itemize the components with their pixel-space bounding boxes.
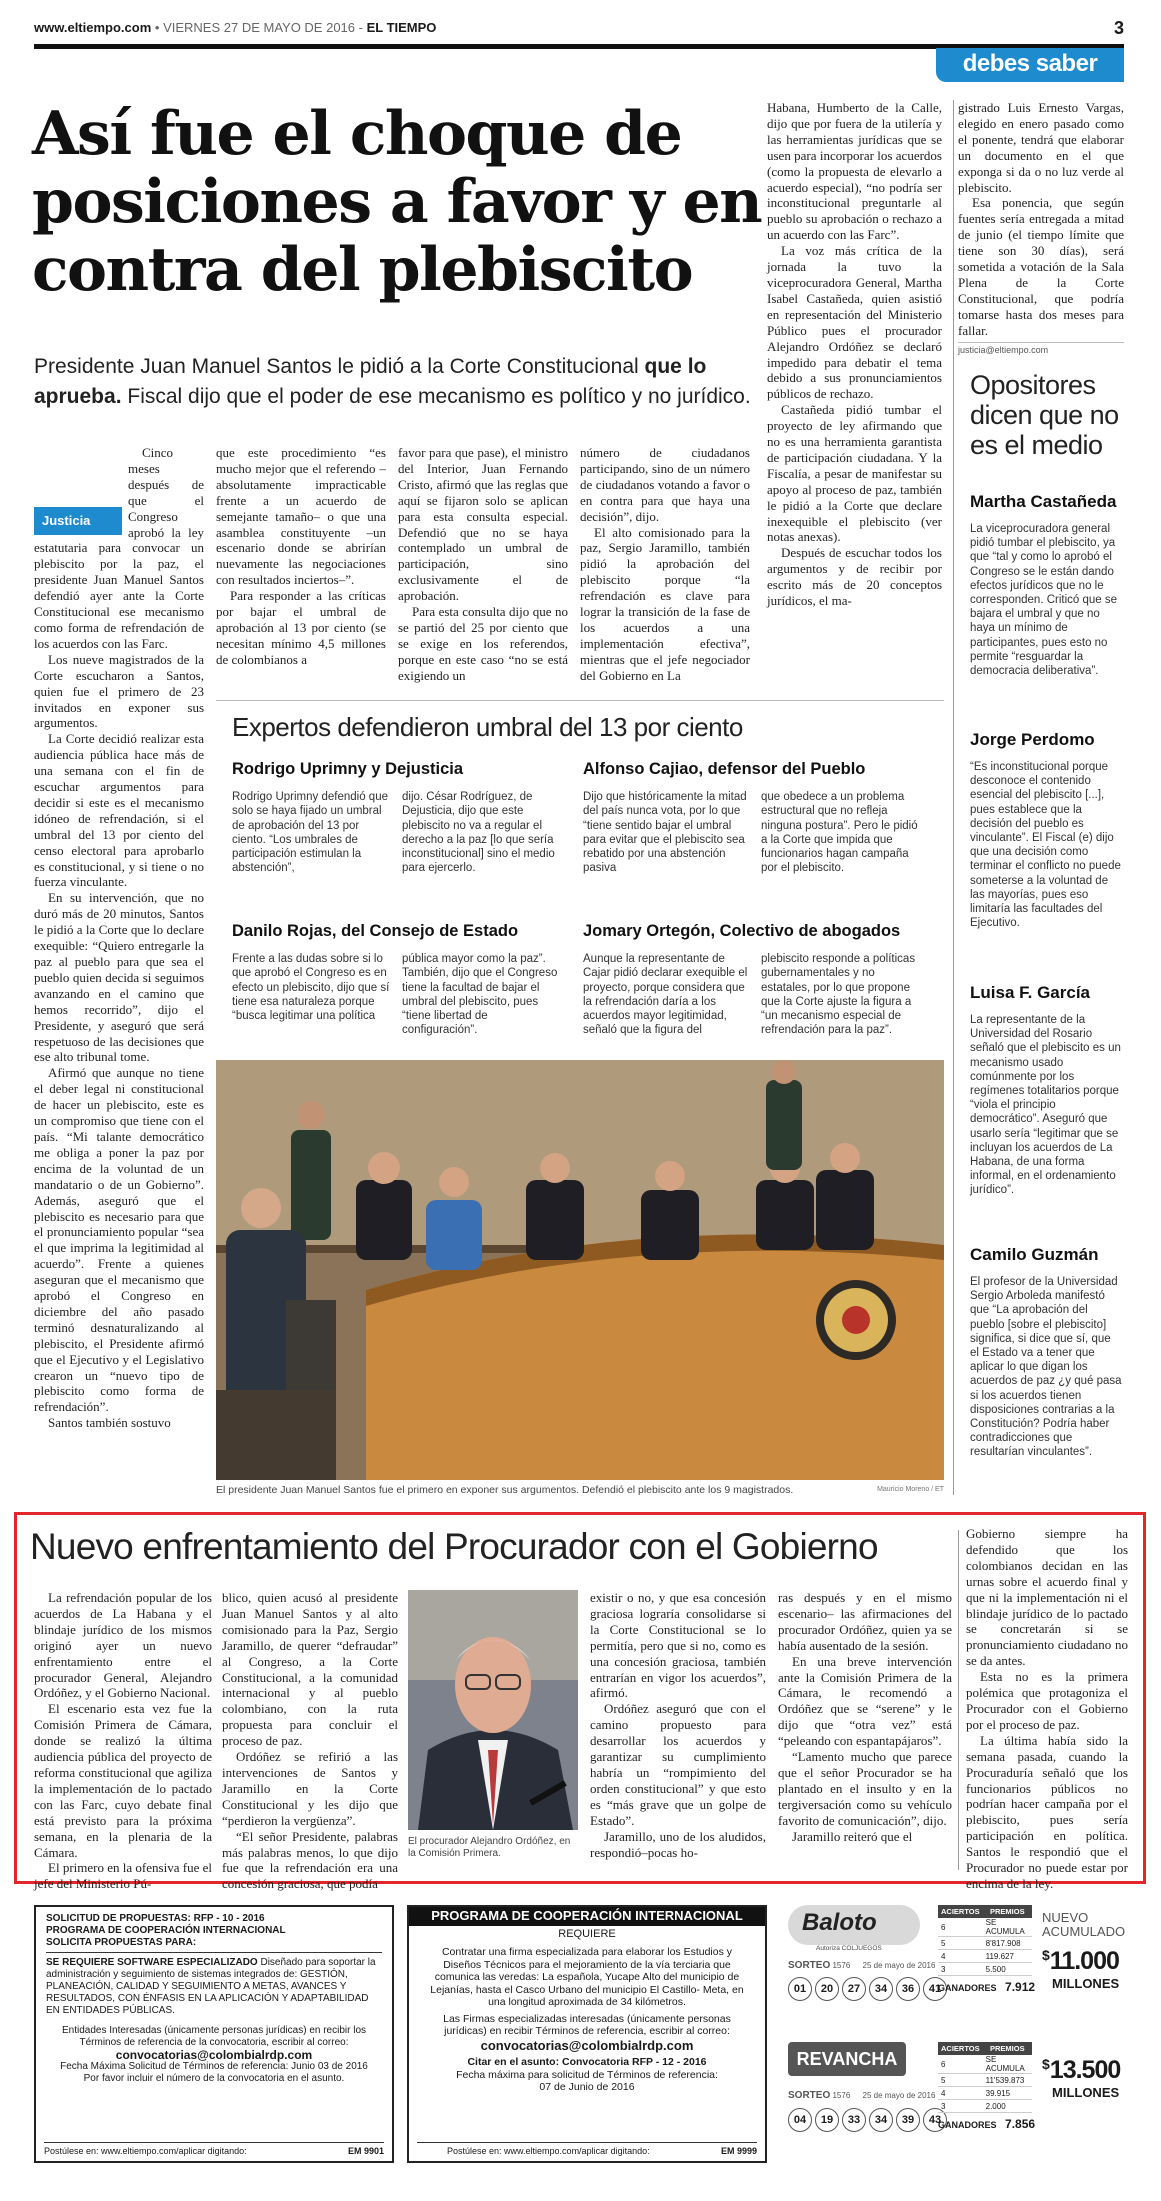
paragraph: En su intervención, que no duró más de 20 minutos, Santos le pidió a la Corte que lo declare exequible: “Quiero entregarle la paz al pueblo para que sea el pueblo quien decida si seguimos avanzando en el camino que hemos recorrido”, dijo el Presidente, y aseguró que será respetuoso de las decisiones que ese alto tribunal tome. [34,890,204,1065]
paragraph: Castañeda pidió tumbar el proyecto de ley afirmando que no es una herramienta garantista de participación ciudadana. Y la Fiscalía, a pesar de manifestar su apoyo al proceso de paz, también le pidió a la Corte que declare inexequible el plebiscito (ver notas anexas). [767,402,942,545]
ad-note: Por favor incluir el número de la convocatoria en el asunto. [83,2073,345,2084]
paragraph: Para responder a las críticas por bajar el umbral de aprobación al 13 por ciento (se necesitan mínimo 4,5 millones de colombianos a [216,588,386,667]
expert-text: plebiscito responde a políticas gubernamentales y no estatales, por lo que propone que la Corte ajuste la figura a “un mecanismo especial de refrendación para la paz”. [761,953,916,1037]
table-header: PREMIOS [983,2042,1032,2055]
acumulado-value: 11.000 [1049,1947,1119,1975]
table-cell: 5.500 [983,1963,1032,1976]
acumulado-value: 13.500 [1049,2056,1121,2084]
expert-text: que obedece a un problema estructural que no refleja ninguna postura”. Pero le pidió a la Corte que impida que funcionarios hagan campaña por el plebiscito. [761,791,918,875]
table-cell: 3 [938,1963,983,1976]
second-column-1 [34,1590,212,1892]
lottery-ball: 39 [896,2108,920,2132]
table-cell: 3 [938,2100,983,2113]
justicia-tag-label: Justicia [42,513,91,528]
second-column-4 [778,1590,952,1865]
table-row [938,2087,1032,2100]
main-photo-caption [216,1484,944,1496]
sidebar-item [970,492,1122,682]
sorteo-label: SORTEO [788,2090,831,2101]
paragraph: La refrendación popular de los acuerdos de La Habana y el blindaje jurídico de los mismos originó ayer un nuevo enfrentamiento entre el procurador General, Alejandro Ordóñez, y el Gobierno Nacional. [34,1590,212,1701]
expert-text: Frente a las dudas sobre si lo que aprobó el Congreso es en efecto un plebiscito, dijo que sí tiene esa naturaleza porque “busca legitimar una política [232,953,390,1023]
sidebar-name: Martha Castañeda [970,492,1117,511]
ad-title: PROGRAMA DE COOPERACIÓN INTERNACIONAL [409,1907,765,1926]
article-column-2 [216,445,386,690]
ad-require: REQUIERE [558,1927,616,1940]
sidebar-name: Luisa F. García [970,983,1090,1002]
paragraph: La Corte decidió realizar esta audiencia pública hace más de una semana con el fin de escuchar argumentos para decidir si este es el mecanismo idóneo de refrendación, si el umbral del 13 por ciento del censo electoral para aprobarlo es constitucional, y si tiene o no fuerza vinculante. [34,731,204,890]
table-row [938,2074,1032,2087]
prize-table [938,1905,1032,1976]
ad-email[interactable]: convocatorias@colombialrdp.com [480,2037,694,2053]
procurador-photo [408,1590,578,1830]
expert-text: pública mayor como la paz”. También, dijo que el Congreso tiene la facultad de bajar el umbral del plebiscito, pues “tiene libertad de configuración”. [402,953,558,1037]
sidebar-text: La viceprocuradora general pidió tumbar el plebiscito, ya que “tal y como lo aprobó el Congreso se le están dando efectos jurídicos que no le corresponden. Criticó que se bajara el umbral y que no haya un mínimo de participantes, pues esto no permite “resguardar la democracia deliberativa”. [970,523,1118,678]
ad-title: SOLICITA PROPUESTAS PARA: [46,1937,382,1953]
article-column-3 [398,445,568,690]
paragraph: La voz más crítica de la jornada la tuvo la viceprocuradora General, Martha Isabel Castañeda, quien asistió en representación del Ministerio Público pues el procurador Alejandro Ordóñez se declaró impedido para debatir el tema debido a sus pronunciamientos públicos de rechazo. [767,243,942,402]
ad-title: SOLICITUD DE PROPUESTAS: RFP - 10 - 2016 [46,1913,265,1924]
lottery-ball: 34 [869,2108,893,2132]
expert-text: dijo. César Rodríguez, de Dejusticia, dijo que este plebiscito no va a regular el derecho a la paz [lo que sería inconstitucional] sino el medio para ejercerlo. [402,791,555,875]
sorteo-number: 1576 [832,2091,851,2100]
expert-name: Rodrigo Uprimny y Dejusticia [232,760,464,778]
experts-box-rule [216,700,944,701]
table-cell: 6 [938,2055,983,2074]
paragraph: Después de escuchar todos los argumentos y de recibir por escrito más de 20 conceptos jurídicos, el ma- [767,545,942,609]
ad-body: Contratar una firma especializada para elaborar los Estudios y Diseños Técnicos para el mejoramiento de la vía terciaria que comunica las veredas: La española, Yucape Alto del municipio de Lejanías, hasta el Casco Urbano del municipio El Castillo- Meta, en una longitud aproximada de 34 kilómetros. [430,1946,744,2008]
justicia-tag [34,507,122,535]
table-cell: 5 [938,1937,983,1950]
paragraph: que este procedimiento “es mucho mejor que el referendo –absolutamente impracticable frente a un acuerdo de semejante tamaño– o que una asamblea constituyente –un escenario donde se abrirían nuevamente las negociaciones con resultados inciertos–”. [216,445,386,588]
second-column-3 [590,1590,766,1865]
ad-cite: Citar en el asunto: Convocatoria RFP - 12 - 2016 [467,2056,707,2068]
table-cell: 8'817.908 [983,1937,1032,1950]
section-tab-label: debes saber [962,50,1098,77]
main-deck [34,352,774,412]
paragraph: Cinco meses después de que el Congreso aprobó la ley estatutaria para convocar un plebiscito por la paz, el presidente Juan Manuel Santos defendió ayer ante la Corte Constitucional ese mecanismo como forma de refrendación de los acuerdos con las Farc. [34,445,204,651]
lottery-ball: 27 [842,1977,866,2001]
sidebar-text: “Es inconstitucional porque desconoce el contenido esencial del plebiscito [...], pues establece que la decisión del pueblo es vinculante”. El Fiscal (e) dijo que una decisión como terminar el conflicto no puede someterse a la voluntad de las mayorías, pues eso limitaría las facultades del Ejecutivo. [970,761,1121,930]
sorteo-date: 25 de mayo de 2016 [862,2091,936,2100]
paragraph: La última había sido la semana pasada, cuando la Procuraduría señaló que los funcionarios públicos no podrían hacer campaña por el plebiscito, pues sería participación en política. Santos le respondió que el Procurador no puede estar por encima de la ley. [966,1732,1128,1891]
expert-item [232,922,562,1042]
table-row [938,1950,1032,1963]
paragraph: El escenario esta vez fue la Comisión Primera de Cámara, donde se realizó la última audiencia pública del proyecto de reforma constitucional que agiliza la implementación de lo pactado con las Farc, cuyo debate final está previsto para la próxima semana, en la plenaria de la Cámara. [34,1701,212,1860]
header-brand: EL TIEMPO [366,20,437,35]
paragraph: Afirmó que aunque no tiene el deber legal ni constitucional de hacer un plebiscito, este es un compromiso que tiene con el país. “Mi talante democrático me obliga a poner la paz por encima de la voluntad de un mandatario o de un Gobierno”. Además, aseguró que el plebiscito es necesario para que el pronunciamiento popular “sea el que imprima la legitimidad al acuerdo”. Frente a quienes aseguran que el mecanismo que aprobó el Congreso en diciembre del año pasado terminó desnaturalizando al plebiscito, el Presidente afirmó que el Ejecutivo y el Legislativo crearon un “nuevo tipo de plebiscito como forma de refrendación”. [34,1065,204,1415]
paragraph: Santos también sostuvo [48,1415,171,1431]
expert-item [583,760,928,880]
ad-footer [44,2142,384,2157]
baloto-acumulado-label: NUEVO ACUMULADO [1042,1910,1126,1939]
sidebar-item [970,730,1122,950]
revancha-sorteo [788,2090,935,2101]
sidebar-name: Jorge Perdomo [970,730,1095,749]
expert-text: Aunque la representante de Cajar pidió declarar exequible el proyecto, porque considera que la refrendación daría a los acuerdos mayor legitimidad, señaló que la figura del [583,953,748,1037]
sidebar-text: La representante de la Universidad del Rosario señaló que el plebiscito es un mecanismo usado comúnmente por los regímenes totalitarios porque “viola el principio democrático”. Aseguró que usarlo sería “legitimar que se incluyan los acuerdos de La Habana, de una forma informal, en el ordenamiento jurídico”. [970,1014,1121,1197]
second-column-2 [222,1590,398,1892]
revancha-logo [788,2042,906,2076]
paragraph: En una breve intervención ante la Comisión Primera de la Cámara, le recomendó a Ordóñez que se “serene” y le dijo que “otra vez” está “peleando con espantapájaros”. [778,1653,952,1749]
main-headline: Así fue el choque de posiciones a favor y en contra del plebiscito [32,99,762,305]
paragraph: existir o no, y que esa concesión graciosa lograría consolidarse si la Corte Constitucional se lo permitía, pero que si no, como es una concesión graciosa, también entrarían en vigor los acuerdos”, afirmó. [590,1590,766,1701]
table-row [938,1918,1032,1937]
header-url[interactable]: www.eltiempo.com [34,20,152,35]
sidebar-title: Opositores dicen que no es el medio [970,370,1119,460]
table-cell: 119.627 [983,1950,1032,1963]
photo-credit: Mauricio Moreno / ET [877,1486,944,1493]
ad-footer-text: Postúlese en: www.eltiempo.com/aplicar digitando: [447,2145,650,2156]
paragraph: Ordóñez se refirió a las intervenciones de Santos y Jaramillo en la Corte Constitucional y les dijo que “perdieron la vergüenza”. [222,1749,398,1828]
winners [938,1980,1036,1994]
table-header: ACIERTOS [938,2042,983,2055]
header-date: VIERNES 27 DE MAYO DE 2016 [163,20,356,35]
sidebar-text: El profesor de la Universidad Sergio Arboleda manifestó que “La aprobación del pueblo [sobre el plebiscito] significa, si dice que sí, que el Estado va a tener que aplicar lo que digan los acuerdos de paz ¿y qué pasa si los acuerdos tienen disposiciones contrarias a la Constitución? Podría haber contradicciones que resultarían vinculantes”. [970,1276,1122,1459]
baloto-logo [788,1905,920,1945]
ad-body [46,1957,382,2017]
paragraph: El primero en la ofensiva fue el jefe del Ministerio Pú- [34,1860,212,1892]
baloto-sub: Autoriza COLJUEGOS [816,1945,882,1952]
ad-rfp-10 [34,1905,394,2163]
second-headline: Nuevo enfrentamiento del Procurador con el Gobierno [30,1526,878,1567]
ad-body-bold: SE REQUIERE SOFTWARE ESPECIALIZADO [46,1957,258,1968]
revancha-table [938,2042,1036,2131]
currency: $ [1042,2056,1050,2072]
photo-caption-text: El presidente Juan Manuel Santos fue el primero en exponer sus argumentos. Defendió el plebiscito ante los 9 magistrados. [216,1484,794,1496]
lottery-ball: 33 [842,2108,866,2132]
courtroom-illustration [216,1060,944,1480]
revancha-brand: REVANCHA [796,2049,898,2069]
paragraph: número de ciudadanos participando, sino de un número de ciudadanos votando a favor o en contra para que haya una decisión”, dijo. [580,445,750,524]
revancha-balls [788,2108,950,2132]
sidebar-item [970,1245,1122,1510]
lottery-ball: 20 [815,1977,839,2001]
sorteo-number: 1576 [832,1961,851,1970]
article-column-1 [34,445,204,1480]
winners-count: 7.856 [1005,2117,1036,2131]
paragraph: Jaramillo, uno de los aludidos, respondió–pocas ho- [590,1828,766,1860]
table-cell: 6 [938,1918,983,1937]
ad-footer [417,2142,757,2158]
paragraph: Gobierno siempre ha defendido que los colombianos decidan en las urnas sobre el acuerdo final y que ni la implementación ni el blindaje jurídico de lo pactado se concretarán si se pronunciamiento ciudadano no se da antes. [966,1526,1128,1669]
lottery-ball: 41 [923,1977,947,2001]
table-row [938,2100,1032,2113]
procurador-portrait [408,1590,578,1830]
ad-date: Fecha máxima para solicitud de Términos de referencia: 07 de Junio de 2016 [456,2068,718,2093]
paragraph: Jaramillo reiteró que el [792,1828,913,1844]
paragraph: Esa ponencia, que según fuentes sería entregada a mitad de junio (el tiempo límite que tiene son 30 días), será sometida a votación de la Sala Plena de la Corte Constitucional, que podría tomarse hasta dos meses para fallar. [958,195,1124,338]
second-column-5 [966,1526,1128,1891]
lottery-ball: 04 [788,2108,812,2132]
paragraph: favor para que pase), el ministro del Interior, Juan Fernando Cristo, afirmó que las reglas que aquí se fijaron solo se aplican para esta consulta especial. Defendió que no se haya contemplado un umbral de participación, sino exclusivamente el de aprobación. [398,445,568,604]
paragraph: ras después y en el mismo escenario– las afirmaciones del procurador Ordóñez, quien ya se había ausentado de la sesión. [778,1590,952,1653]
table-header: PREMIOS [983,1905,1032,1918]
winners-label: GANADORES [938,1983,997,1993]
winners-count: 7.912 [1005,1980,1036,1994]
baloto-table [938,1905,1036,1994]
table-row [938,2055,1032,2074]
ad-code: EM 9999 [720,2145,757,2156]
header-separator: - [358,20,367,35]
sorteo-date: 25 de mayo de 2016 [862,1961,936,1970]
sidebar-item [970,983,1122,1203]
lottery-ball: 01 [788,1977,812,2001]
ad-footer-text: Postúlese en: www.eltiempo.com/aplicar digitando: [44,2146,247,2156]
main-photo [216,1060,944,1480]
winners-label: GANADORES [938,2120,997,2130]
paragraph: Para esta consulta dijo que no se partió del 25 por ciento que se exige en los referendos, porque en este caso “no se está exigiendo un [398,604,568,683]
ad-body: Entidades Interesadas (únicamente personas jurídicas) en recibir los Términos de referencia de la convocatoria, escribir al correo: [61,2025,367,2048]
lottery-ball: 34 [869,1977,893,2001]
expert-text: Dijo que históricamente la mitad del país nunca vota, por lo que “tiene sentido bajar el umbral para evitar que el plebiscito sea rebatido por una abstención pasiva [583,791,747,875]
table-cell: 11'539.873 [983,2074,1032,2087]
table-cell: 39.915 [983,2087,1032,2100]
lottery-ball: 19 [815,2108,839,2132]
paragraph: “Lamento mucho que parece que el señor Procurador se ha plantado en el insulto y en la tergiversación como su vehículo favorito de comunicación”, dijo. [778,1749,952,1828]
expert-name: Jomary Ortegón, Colectivo de abogados [583,922,901,940]
paragraph: “El señor Presidente, palabras más palabras menos, lo que dijo fue que la refrendación era una concesión graciosa, que podía [222,1828,398,1892]
acumulado-unit: MILLONES [1052,1976,1120,1991]
author-email[interactable]: justicia@eltiempo.com [958,342,1124,355]
expert-text: Rodrigo Uprimny defendió que solo se haya fijado un umbral de aprobación del 13 por ciento. “Los umbrales de participación estimulan la abstención”, [232,791,388,875]
table-row [938,1963,1032,1976]
column-divider [958,1530,959,1870]
table-row [938,1937,1032,1950]
paragraph: El alto comisionado para la paz, Sergio Jaramillo, también pidió la aprobación del plebiscito porque “la refrendación es clave para lograr la transición de la fase de los acuerdos a una implementación efectiva”, mientras que el jefe negociador del Gobierno en La [580,524,750,683]
ad-rfp-12 [407,1905,767,2163]
sidebar-divider [953,360,954,1495]
ad-title: PROGRAMA DE COOPERACIÓN INTERNACIONAL [46,1925,286,1936]
header-separator: • [154,20,164,35]
expert-item [232,760,562,880]
lottery-ball: 36 [896,1977,920,2001]
procurador-photo-caption: El procurador Alejandro Ordóñez, en la Comisión Primera. [408,1836,571,1859]
ad-body: Las Firmas especializadas interesadas (únicamente personas jurídicas) en recibir Términos de referencia, escribir al correo: [443,2012,731,2037]
expert-item [583,922,928,1042]
baloto-panel [780,1905,1125,2033]
currency: $ [1042,1947,1050,1963]
expert-name: Danilo Rojas, del Consejo de Estado [232,922,519,940]
prize-table [938,2042,1032,2113]
section-tab [936,48,1124,82]
sorteo-label: SORTEO [788,1960,831,1971]
paragraph: Esta no es la primera polémica que protagoniza el Procurador con el Gobierno por el proceso de paz. [966,1669,1128,1732]
sidebar-name: Camilo Guzmán [970,1245,1099,1264]
table-header: ACIERTOS [938,1905,983,1918]
ad-code: EM 9901 [347,2146,384,2156]
revancha-panel [780,2042,1125,2170]
deck-text-2: Fiscal dijo que el poder de ese mecanismo es político y no jurídico. [121,385,751,408]
paragraph: blico, quien acusó al presidente Juan Manuel Santos y al alto comisionado para la Paz, Sergio Jaramillo, de querer “defraudar” al Congreso, a la Corte Constitucional, a la comunidad internacional y al pueblo colombiano, con la ruta propuesta para concluir el proceso de paz. [222,1590,398,1749]
baloto-balls [788,1977,950,2001]
page-header [34,20,1124,46]
deck-text-1: Presidente Juan Manuel Santos le pidió a la Corte Constitucional [34,355,645,378]
acumulado-unit: MILLONES [1052,2085,1120,2100]
baloto-brand: Baloto [802,1909,877,1936]
table-cell: 2.000 [983,2100,1032,2113]
table-cell: SE ACUMULA [983,2055,1032,2074]
ad-date: Fecha Máxima Solicitud de Términos de referencia: Junio 03 de 2016 [60,2061,368,2072]
baloto-acumulado [1042,1947,1124,1991]
paragraph: Ordóñez aseguró que con el camino propuesto para desarrollar los acuerdos y garantizar su cumplimiento habría un “rompimiento del orden constitucional” y que esto es “más grave que un golpe de Estado”. [590,1701,766,1828]
article-column-4 [580,445,750,690]
lottery-ball: 43 [923,2108,947,2132]
paragraph: gistrado Luis Ernesto Vargas, elegido en enero pasado como el ponente, tendrá que elaborar un documento en el que exponga si da o no luz verde al plebiscito. [958,100,1124,195]
paragraph: Los nueve magistrados de la Corte escucharon a Santos, quien fue el primero de 23 invitados en exponer sus argumentos. [34,651,204,731]
table-cell: SE ACUMULA [983,1918,1032,1937]
expert-name: Alfonso Cajiao, defensor del Pueblo [583,760,866,778]
paragraph: Habana, Humberto de la Calle, dijo que por fuera de la utilería y las herramientas jurídicas que se usen para incorporar los acuerdos (como la propuesta de elevarlo a acuerdo especial), “no podría ser inconstitucional preguntarle al pueblo su aprobación o rechazo a un acuerdo con las Farc”. [767,100,942,243]
revancha-acumulado [1042,2056,1124,2100]
table-cell: 4 [938,1950,983,1963]
deck-bold: que lo aprueba. [34,355,707,408]
winners [938,2117,1036,2131]
experts-title: Expertos defendieron umbral del 13 por ciento [232,712,743,742]
ad-email[interactable]: convocatorias@colombialrdp.com [115,2048,313,2062]
table-cell: 5 [938,2074,983,2087]
page-number: 3 [1113,18,1124,38]
article-column-6 [958,100,1124,338]
article-column-5 [767,100,942,690]
baloto-sorteo [788,1960,935,1971]
ad-body-text: Diseñado para soportar la administración y seguimiento de sistemas integrados de: GESTIÓN, PLANEACIÓN, CALIDAD Y SEGUIMIENTO A METAS, AVANCES Y RESULTADOS, CON ÉNFASIS EN LA APLICACIÓN Y ADAPTABILIDAD EN ENTIDADES PÚBLICAS. [46,1957,376,2016]
table-cell: 4 [938,2087,983,2100]
